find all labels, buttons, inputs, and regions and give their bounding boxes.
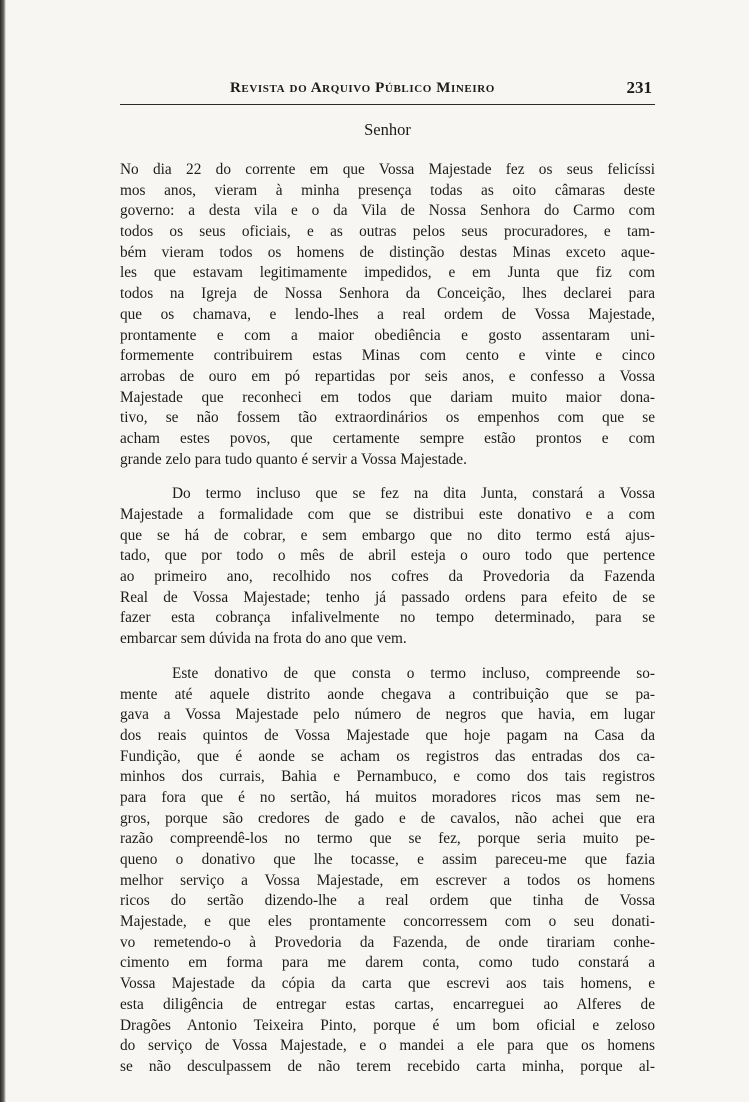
text-line: queno o donativo que lhe tocasse, e assim pareceu-me que fazia	[120, 851, 655, 868]
text-line: vo remetendo-o à Provedoria da Fazenda, de onde tirariam conhe-	[120, 933, 655, 951]
text-line: Real de Vossa Majestade; tenho já passado ordens para efeito de se	[120, 588, 655, 606]
text-line: formemente contribuirem estas Minas com cento e vinte e cinco	[120, 347, 655, 365]
text-line: razão compreendê-los no termo que se fez, porque seria muito pe-	[120, 830, 655, 848]
text-line: minhos dos currais, Bahia e Pernambuco, e como dos tais registros	[120, 768, 655, 786]
text-line: Majestade a formalidade com que se distribui este donativo e a com	[120, 506, 655, 523]
text-line: dos reais quintos de Vossa Majestade que hoje pagam na Casa da	[120, 726, 655, 744]
text-line: No dia 22 do corrente em que Vossa Majestade fez os seus felicíssi	[120, 161, 655, 178]
header-rule	[120, 104, 655, 105]
text-line: Dragões Antonio Teixeira Pinto, porque é um bom oficial e zeloso	[120, 1016, 655, 1034]
text-line: tado, que por todo o mês de abril esteja o ouro todo que pertence	[120, 547, 655, 565]
text-line: se não desculpassem de não terem recebido carta minha, porque al-	[120, 1057, 655, 1075]
text-line: tivo, se não fossem tão extraordinários os empenhos com que se	[120, 409, 655, 427]
scan-binding-edge	[0, 0, 6, 1102]
journal-title: Revista do Arquivo Público Mineiro	[230, 80, 495, 96]
text-line: gros, porque são credores de gado e de cavalos, não achei que era	[120, 809, 655, 827]
text-line: ao primeiro ano, recolhido nos cofres da Provedoria da Fazenda	[120, 568, 655, 586]
page-number: 231	[626, 78, 652, 97]
text-line: todos os seus oficiais, e as outras pelos seus procuradores, e tam-	[120, 223, 655, 241]
text-line: Majestade que reconheci em todos que dariam muito maior dona-	[120, 388, 655, 406]
text-line: fazer esta cobrança infalivelmente no tempo determinado, para se	[120, 609, 655, 627]
text-line: acham estes povos, que certamente sempre estão prontos e com	[120, 429, 655, 447]
text-line: Vossa Majestade da cópia da carta que escrevi aos tais homens, e	[120, 975, 655, 993]
text-line: melhor serviço a Vossa Majestade, em escrever a todos os homens	[120, 871, 655, 889]
text-line: gava a Vossa Majestade pelo número de negros que havia, em lugar	[120, 706, 655, 724]
text-line: les que estavam legitimamente impedidos, e em Junta que fiz com	[120, 264, 655, 282]
text-line: cimento em forma para me darem conta, como tudo constará a	[120, 954, 655, 972]
text-line: Do termo incluso que se fez na dita Junta, constará a Vossa	[172, 485, 655, 503]
text-line: para fora que é no sertão, há muitos moradores ricos mas sem ne-	[120, 788, 655, 806]
text-line: grande zelo para tudo quanto é servir a Vossa Majestade.	[120, 450, 467, 468]
text-line: ricos do sertão dizendo-lhe a real ordem que tinha de Vossa	[120, 892, 655, 910]
paragraph-gap	[120, 470, 655, 484]
text-line: governo: a desta vila e o da Vila de Nossa Senhora do Carmo com	[120, 202, 655, 220]
text-line: arrobas de ouro em pó repartidas por seis anos, e confesso a Vossa	[120, 367, 655, 385]
text-line: bém vieram todos os homens de distinção destas Minas exceto aque-	[120, 243, 655, 261]
text-line: prontamente e com a maior obediência e gosto assentaram uni-	[120, 326, 655, 344]
text-line: mos anos, vieram à minha presença todas as oito câmaras deste	[120, 181, 655, 199]
text-line: Majestade, e que eles prontamente concorressem com o seu donati-	[120, 913, 655, 931]
text-line: todos na Igreja de Nossa Senhora da Conceição, lhes declarei para	[120, 285, 655, 303]
letter-salutation: Senhor	[364, 120, 411, 139]
text-line: embarcar sem dúvida na frota do ano que vem.	[120, 630, 407, 648]
paragraph	[120, 664, 655, 1078]
paragraph	[120, 160, 655, 470]
text-line: que se há de cobrar, e sem embargo que no dito termo está ajus-	[120, 526, 655, 544]
letter-body	[120, 160, 655, 1078]
text-line: do serviço de Vossa Majestade, e o mandei a ele para que os homens	[120, 1037, 655, 1055]
text-line: Fundição, que é aonde se acham os registros das entradas dos ca-	[120, 747, 655, 765]
text-line: Este donativo de que consta o termo incluso, compreende so-	[172, 664, 655, 682]
running-header	[120, 78, 660, 100]
paragraph-gap	[120, 650, 655, 664]
text-line: que os chamava, e lendo-lhes a real ordem de Vossa Majestade,	[120, 305, 655, 323]
text-line: mente até aquele distrito aonde chegava a contribuição que se pa-	[120, 685, 655, 703]
paragraph	[120, 484, 655, 650]
text-line: esta diligência de entregar estas cartas, encarreguei ao Alferes de	[120, 995, 655, 1013]
